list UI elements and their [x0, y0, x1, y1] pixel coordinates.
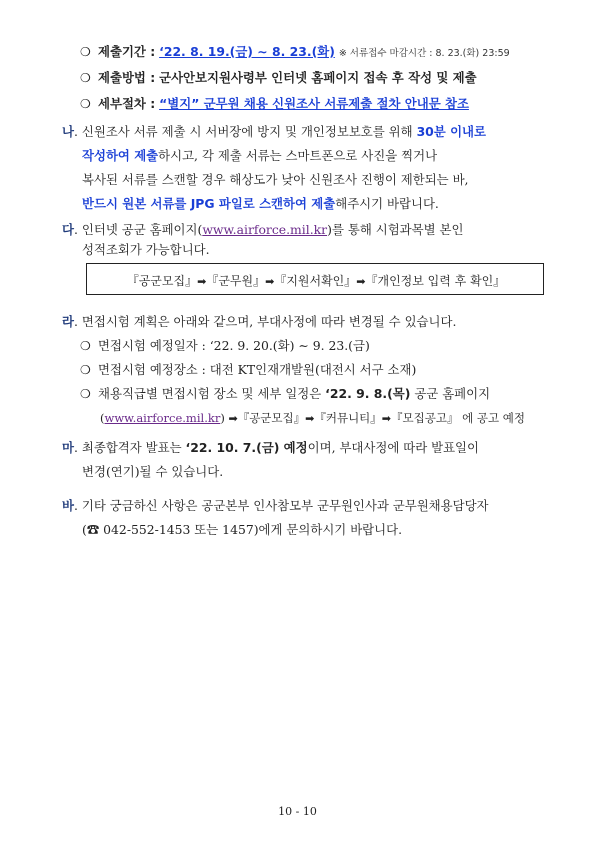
interview-schedule: ❍ 채용직급별 면접시험 장소 및 세부 일정은 ‘22. 9. 8.(목) 공군 홈페이지: [80, 386, 491, 401]
section-ba: 바. 기타 궁금하신 사항은 공군본부 인사참모부 군무원인사과 군무원채용담당자: [62, 498, 489, 513]
navigation-path-box: [86, 263, 544, 295]
section-na-line3: 복사된 서류를 스캔할 경우 해상도가 낮아 신원조사 진행이 제한되는 바,: [82, 172, 469, 187]
airforce-website-link[interactable]: www.airforce.mil.kr: [202, 222, 328, 237]
section-ra: 라. 면접시험 계획은 아래와 같으며, 부대사정에 따라 변경될 수 있습니다.: [62, 314, 457, 329]
interview-place: ❍ 면접시험 예정장소 : 대전 KT인재개발원(대전시 서구 소재): [80, 362, 417, 377]
circle-bullet-icon: ❍: [80, 387, 91, 401]
section-da-line2: 성적조회가 가능합니다.: [82, 242, 210, 257]
detailed-procedure: ❍ 세부절차 : “별지” 군무원 채용 신원조사 서류제출 절차 안내문 참조: [80, 96, 469, 111]
arrow-right-icon: ➡: [197, 275, 207, 288]
submission-period: ❍ 제출기간 : ‘22. 8. 19.(금) ∼ 8. 23.(화) ※ 서류접수 마감시간 : 8. 23.(화) 23:59: [80, 44, 510, 59]
section-da: 다. 인터넷 공군 홈페이지(www.airforce.mil.kr)를 통해 시험과목별 본인: [62, 222, 464, 237]
section-ba-line2: (☎ 042-552-1453 또는 1457)에게 문의하시기 바랍니다.: [82, 522, 403, 537]
circle-bullet-icon: ❍: [80, 97, 91, 111]
section-ma-line2: 변경(연기)될 수 있습니다.: [82, 464, 224, 479]
section-na-line2: 작성하여 제출하시고, 각 제출 서류는 스마트폰으로 사진을 찍거나: [82, 148, 438, 163]
section-na: 나. 신원조사 서류 제출 시 서버장에 방지 및 개인정보보호를 위해 30분 이내로: [62, 124, 486, 139]
interview-date: ❍ 면접시험 예정일자 : ‘22. 9. 20.(화) ∼ 9. 23.(금): [80, 338, 370, 353]
interview-schedule-line2: (www.airforce.mil.kr) ➡『공군모집』➡『커뮤니티』➡『모집공고』 에 공고 예정: [100, 411, 525, 425]
navigation-path: 『공군모집』➡『군무원』➡『지원서확인』➡『개인정보 입력 후 확인』: [126, 274, 506, 288]
arrow-right-icon: ➡: [305, 412, 315, 425]
arrow-right-icon: ➡: [356, 275, 366, 288]
section-na-line4: 반드시 원본 서류를 JPG 파일로 스캔하여 제출해주시기 바랍니다.: [82, 196, 439, 211]
circle-bullet-icon: ❍: [80, 71, 91, 85]
page-number: 10 - 10: [278, 805, 317, 818]
airforce-website-link[interactable]: www.airforce.mil.kr: [104, 411, 221, 425]
circle-bullet-icon: ❍: [80, 339, 91, 353]
submission-method: ❍ 제출방법 : 군사안보지원사령부 인터넷 홈페이지 접속 후 작성 및 제출: [80, 70, 477, 85]
circle-bullet-icon: ❍: [80, 45, 91, 59]
circle-bullet-icon: ❍: [80, 363, 91, 377]
arrow-right-icon: ➡: [381, 412, 392, 425]
arrow-right-icon: ➡: [228, 412, 238, 425]
section-ma: 마. 최종합격자 발표는 ‘22. 10. 7.(금) 예정이며, 부대사정에 따라 발표일이: [62, 440, 479, 455]
arrow-right-icon: ➡: [265, 275, 275, 288]
